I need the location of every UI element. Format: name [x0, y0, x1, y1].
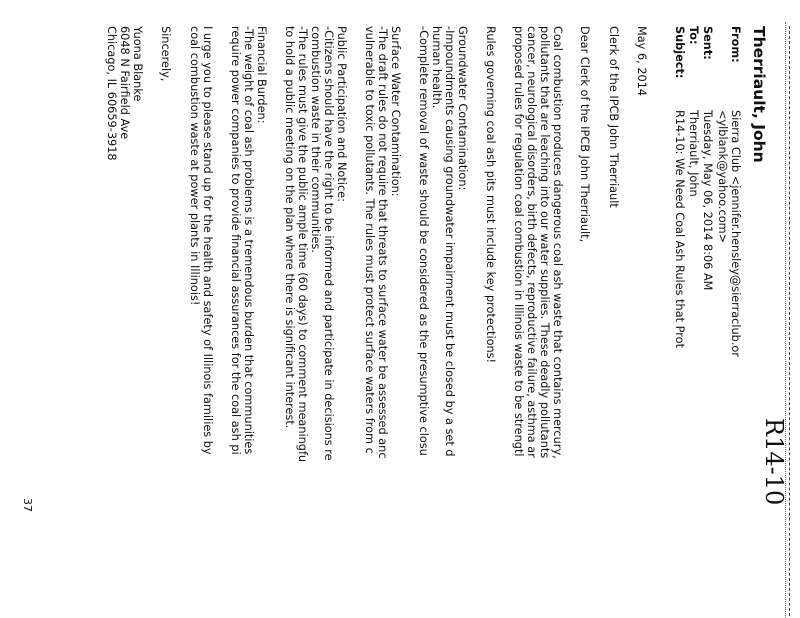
- signature-address: 6048 N Fairfield Ave: [118, 26, 131, 140]
- subject-label: Subject:: [673, 26, 686, 79]
- from-value-2: <ylblank@yahoo.com>: [716, 110, 729, 244]
- signature-name: Yuona Blanke: [131, 26, 144, 102]
- recipient-line: Clerk of the IPCB John Therriault: [607, 26, 620, 208]
- financial-line-2: require power companies to provide financial assurances for the coal ash pi: [229, 26, 242, 455]
- to-label: To:: [687, 26, 700, 45]
- public-line-3: -The rules must give the public ample time (60 days) to comment meaningfu: [296, 26, 309, 463]
- urge-line-2: coal combustion waste at power plants in Illinois!: [188, 26, 201, 306]
- public-heading: Public Participation and Notice:: [335, 26, 348, 202]
- intro-line-1: Coal combustion produces dangerous coal ash waste that contains mercury,: [551, 26, 564, 459]
- signature-city: Chicago, IL 60659-3918: [105, 26, 118, 161]
- fax-header-noise-2: [785, 22, 786, 618]
- public-line-4: to hold a public meeting on the plan where there is significant interest.: [283, 26, 296, 429]
- surface-line-1: -The draft rules do not require that threats to surface water be assessed anc: [376, 26, 389, 459]
- from-label: From:: [729, 26, 742, 63]
- from-value: Sierra Club <jennifer.hensley@sierraclub.or: [729, 110, 742, 357]
- financial-heading: Financial Burden:: [255, 26, 268, 124]
- intro-line-3: cancer, neurological disorders, birth defects, reproductive failure, asthma ar: [525, 26, 538, 458]
- document-number: R14-10: [760, 418, 788, 506]
- rules-line: Rules governing coal ash pits must include key protections!: [484, 26, 497, 364]
- groundwater-line-2: human health.: [430, 26, 443, 109]
- intro-line-2: pollutants that are leaching into our water supplies. These deadly pollutants: [538, 26, 551, 459]
- sent-label: Sent:: [701, 26, 714, 60]
- financial-line-1: -The weight of coal ash problems is a tremendous burden that communities: [242, 26, 255, 455]
- intro-line-4: proposed rules for regulation coal combustion in Illinois waste to be strengtl: [512, 26, 525, 457]
- groundwater-line-3: -Complete removal of waste should be considered as the presumptive closu: [417, 26, 430, 456]
- closing: Sincerely,: [159, 26, 172, 82]
- subject-value: R14-10: We Need Coal Ash Rules that Prot: [673, 110, 686, 349]
- groundwater-heading: Groundwater Contamination:: [456, 26, 469, 191]
- fax-header-noise: [789, 26, 790, 618]
- surface-heading: Surface Water Contamination:: [389, 26, 402, 197]
- sender-name: Therriault, John: [750, 26, 768, 163]
- public-line-2: combustion waste in their communities.: [309, 26, 322, 253]
- to-value: Therriault, John: [687, 110, 700, 197]
- salutation: Dear Clerk of the IPCB John Therriault,: [578, 26, 591, 243]
- sent-value: Tuesday, May 06, 2014 8:06 AM: [701, 110, 714, 291]
- public-line-1: -Citizens should have the right to be informed and participate in decisions re: [322, 26, 335, 461]
- urge-line-1: I urge you to please stand up for the health and safety of Illinois families by: [201, 26, 214, 455]
- groundwater-line-1: -Impoundments causing groundwater impairment must be closed by a set d: [443, 26, 456, 457]
- page-number: 37: [21, 498, 34, 512]
- letter-date: May 6, 2014: [635, 26, 648, 97]
- surface-line-2: vulnerable to toxic pollutants. The rules must protect surface waters from c: [363, 26, 376, 454]
